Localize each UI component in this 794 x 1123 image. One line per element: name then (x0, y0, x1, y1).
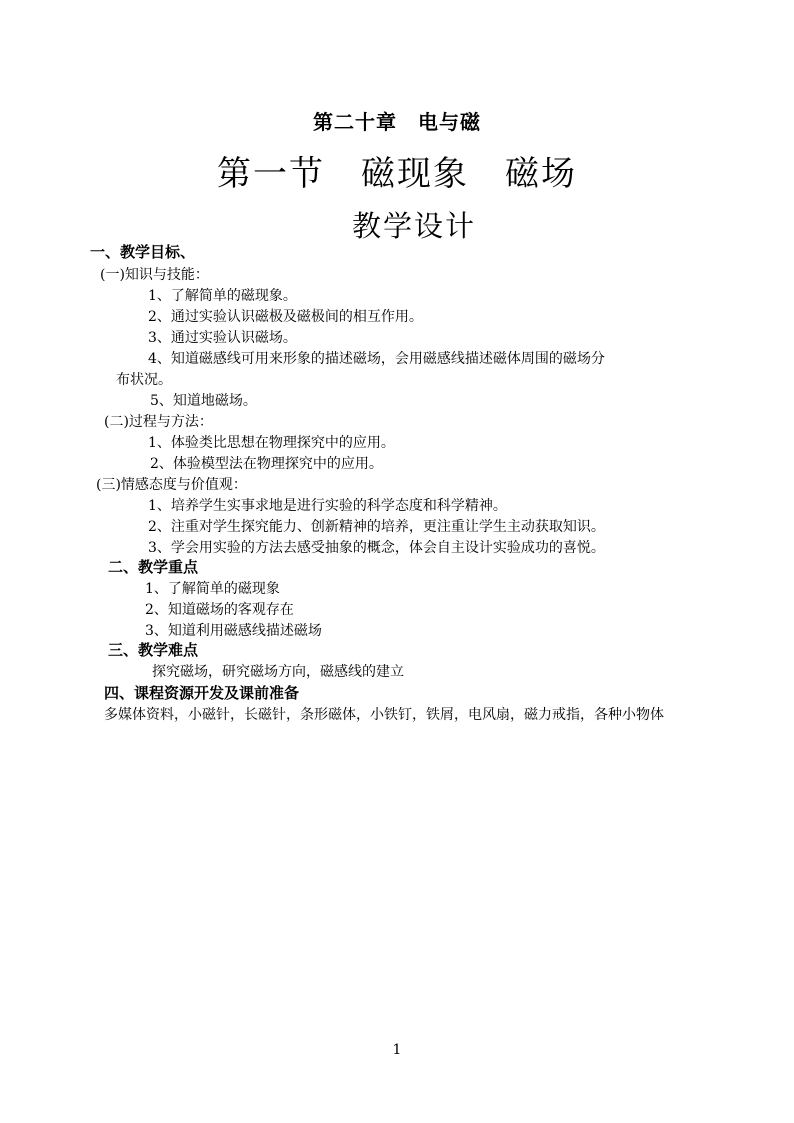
attitude-item-3: 3、学会用实验的方法去感受抽象的概念，体会自主设计实验成功的喜悦。 (148, 540, 605, 556)
goals-heading: 一、教学目标、 (90, 243, 196, 261)
attitude-item-2: 2、注重对学生探究能力、创新精神的培养，更注重让学生主动获取知识。 (148, 519, 605, 535)
knowledge-item-1: 1、了解简单的磁现象。 (148, 288, 297, 304)
process-item-2: 2、体验模型法在物理探究中的应用。 (150, 456, 383, 472)
resources-text: 多媒体资料，小磁针，长磁针，条形磁体，小铁钉，铁屑，电风扇，磁力戒指，各种小物体 (104, 707, 664, 723)
knowledge-item-4-cont: 布状况。 (116, 372, 172, 388)
page-number: 1 (392, 1042, 402, 1058)
attitude-item-1: 1、培养学生实事求地是进行实验的科学态度和科学精神。 (148, 498, 507, 514)
key-point-2: 2、知道磁场的客观存在 (145, 602, 294, 618)
knowledge-item-3: 3、通过实验认识磁场。 (148, 330, 297, 346)
key-points-heading: 二、教学重点 (108, 558, 199, 576)
knowledge-title: (一)知识与技能： (100, 267, 209, 283)
knowledge-item-2: 2、通过实验认识磁极及磁极间的相互作用。 (148, 309, 423, 325)
key-point-1: 1、了解简单的磁现象 (145, 581, 280, 597)
chapter-title: 第二十章 电与磁 (313, 110, 481, 134)
knowledge-item-5: 5、知道地磁场。 (150, 393, 257, 409)
attitude-title: (三)情感态度与价值观： (96, 477, 247, 493)
process-title: (二)过程与方法： (104, 414, 213, 430)
section-title: 第一节 磁现象 磁场 (217, 154, 577, 194)
knowledge-item-4: 4、知道磁感线可用来形象的描述磁场，会用磁感线描述磁体周围的磁场分 (148, 351, 605, 367)
document-subtitle: 教学设计 (351, 209, 476, 243)
resources-heading: 四、课程资源开发及课前准备 (104, 684, 300, 702)
key-point-3: 3、知道利用磁感线描述磁场 (145, 623, 322, 639)
difficulties-heading: 三、教学难点 (108, 641, 199, 659)
process-item-1: 1、体验类比思想在物理探究中的应用。 (148, 435, 395, 451)
difficulties-text: 探究磁场，研究磁场方向，磁感线的建立 (152, 664, 404, 680)
